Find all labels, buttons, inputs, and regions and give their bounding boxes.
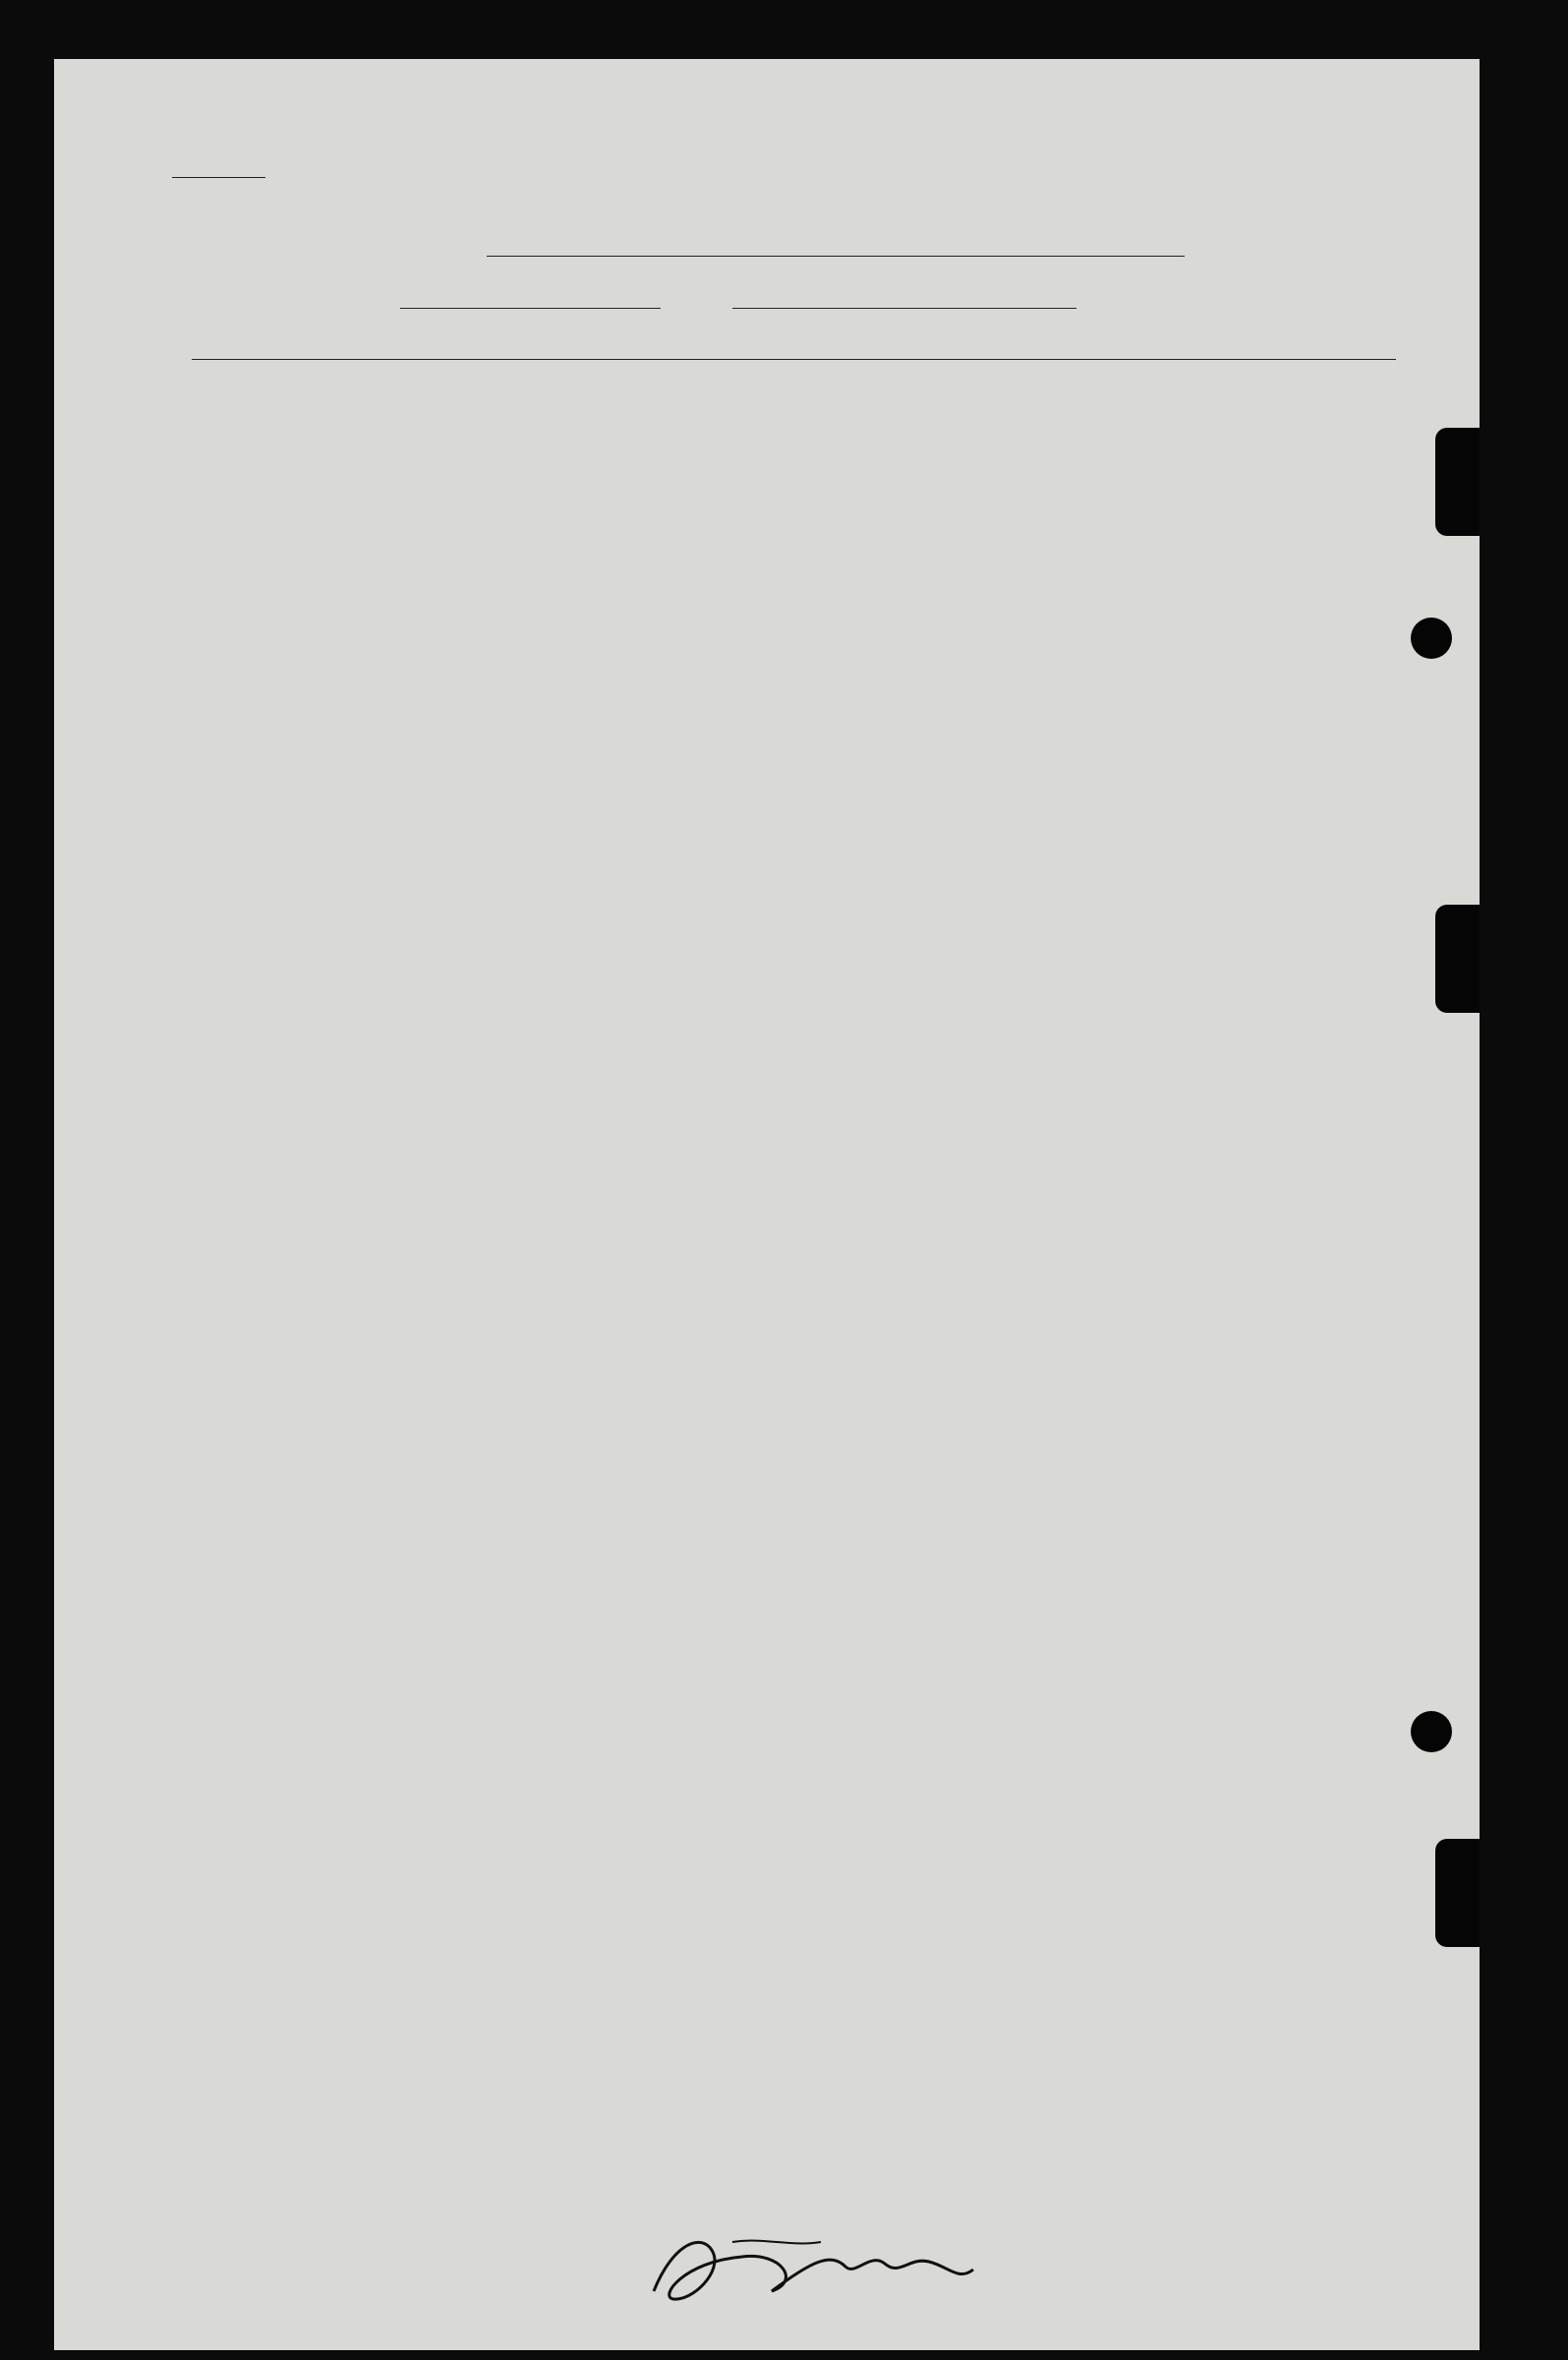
to-line (747, 359, 1396, 360)
page-number-line (172, 177, 265, 178)
binder-tab (1435, 428, 1480, 536)
ship-line (487, 256, 1185, 257)
binder-tab (1435, 1839, 1480, 1947)
signature (634, 2222, 1047, 2311)
from-line (192, 359, 747, 360)
report-page (54, 59, 1480, 2350)
punch-hole (1411, 1711, 1452, 1752)
day-line (400, 308, 661, 309)
punch-hole (1411, 618, 1452, 659)
binder-tab (1435, 905, 1480, 1013)
month-line (732, 308, 1076, 309)
